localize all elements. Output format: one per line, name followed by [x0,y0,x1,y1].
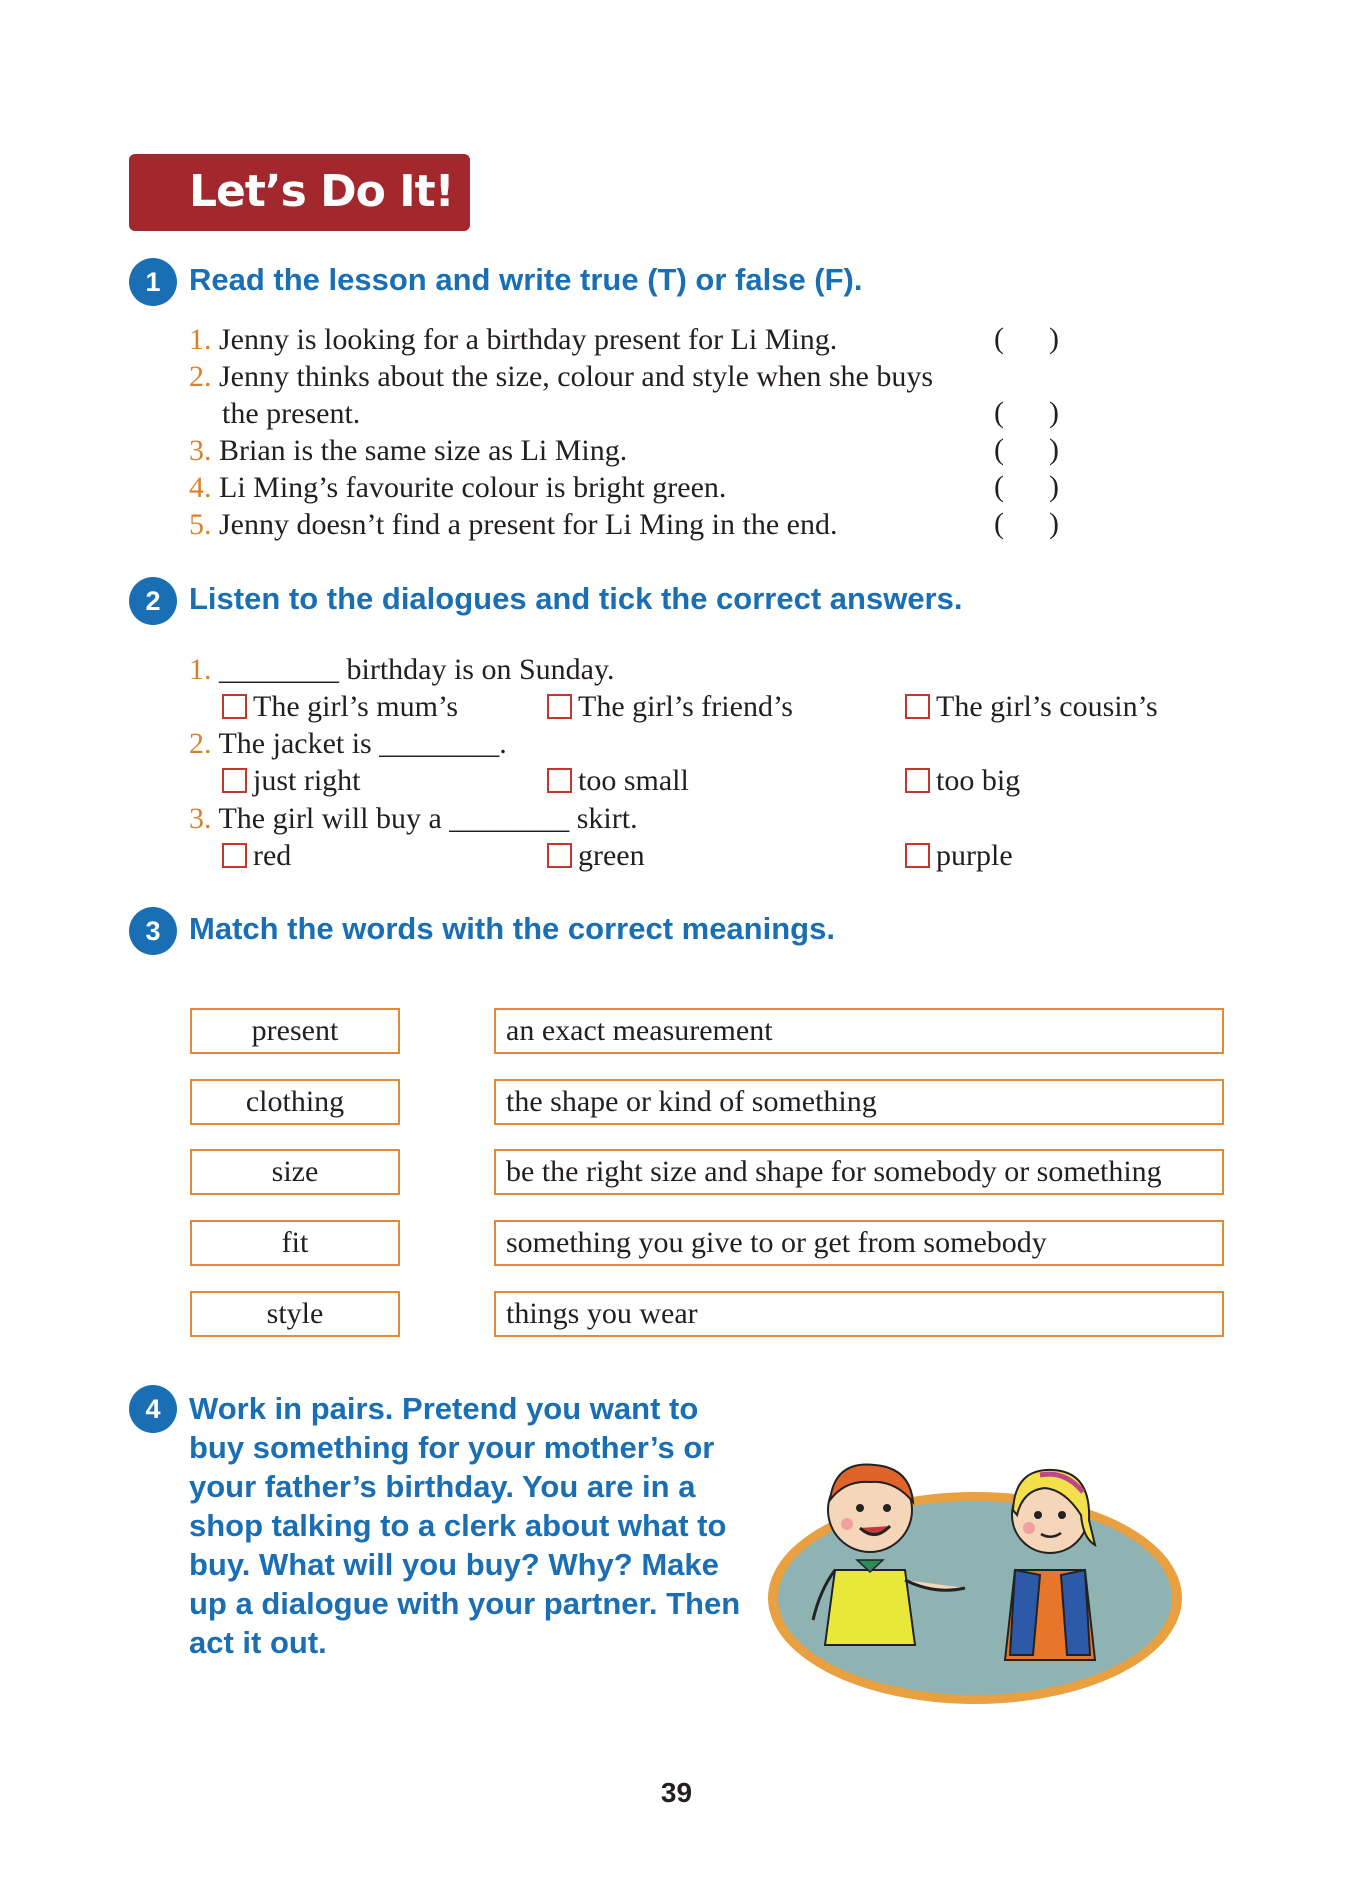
checkbox[interactable] [222,843,247,868]
checkbox[interactable] [222,768,247,793]
q1-option-c-label: The girl’s cousin’s [936,690,1158,723]
meaning-box-3[interactable]: be the right size and shape for somebody or something [494,1149,1224,1195]
word-box-1[interactable]: present [190,1008,400,1054]
tf-item-1-text: Jenny is looking for a birthday present for Li Ming. [219,323,838,356]
tf-item-5-text: Jenny doesn’t find a present for Li Ming in the end. [219,508,838,541]
word-box-2[interactable]: clothing [190,1079,400,1125]
meaning-box-5[interactable]: things you wear [494,1291,1224,1337]
tf-answer-3[interactable]: ( ) [994,433,1059,466]
tf-item-5-number: 5. [189,508,212,541]
meaning-box-2[interactable]: the shape or kind of something [494,1079,1224,1125]
tf-item-3 [189,433,627,469]
checkbox[interactable] [905,694,930,719]
section-4-instructions: Work in pairs. Pretend you want to buy something for your mother’s or your father’s birthday. You are in a shop talking to a clerk about what to buy. What will you buy? Why? Make up a dialogue with your partner. Then act it out. [189,1391,741,1660]
tf-answer-4[interactable]: ( ) [994,470,1059,503]
q1-option-c[interactable] [905,689,1158,725]
section-1-number: 1 [129,258,177,306]
tf-answer-5[interactable]: ( ) [994,507,1059,540]
tf-item-2-text: Jenny thinks about the size, colour and style when she buys [219,360,934,393]
tf-item-1-number: 1. [189,323,212,356]
q2-option-a-label: just right [253,764,361,797]
question-1 [189,652,615,688]
question-2-text: The jacket is ________. [218,727,507,760]
q1-option-a[interactable] [222,689,458,725]
tf-answer-2[interactable]: ( ) [994,396,1059,429]
meaning-box-1[interactable]: an exact measurement [494,1008,1224,1054]
kids-talking-illustration [765,1420,1185,1710]
question-3-text: The girl will buy a ________ skirt. [218,802,638,835]
section-2-number: 2 [129,577,177,625]
q2-option-c[interactable] [905,763,1020,799]
lets-do-it-banner [129,154,470,231]
question-2 [189,726,507,762]
tf-item-3-number: 3. [189,434,212,467]
tf-item-2-number: 2. [189,360,212,393]
q1-option-b-label: The girl’s friend’s [578,690,793,723]
checkbox[interactable] [547,768,572,793]
section-2-heading: Listen to the dialogues and tick the correct answers. [189,581,963,616]
meaning-box-4[interactable]: something you give to or get from somebody [494,1220,1224,1266]
question-3-number: 3. [189,802,212,835]
q3-option-c-label: purple [936,839,1013,872]
section-1-heading: Read the lesson and write true (T) or false (F). [189,262,863,297]
tf-item-4-number: 4. [189,471,212,504]
tf-item-4 [189,470,726,506]
q3-option-a[interactable] [222,838,291,874]
tf-answer-1[interactable]: ( ) [994,322,1059,355]
checkbox[interactable] [547,843,572,868]
word-box-3[interactable]: size [190,1149,400,1195]
q3-option-c[interactable] [905,838,1013,874]
question-1-text: ________ birthday is on Sunday. [219,653,615,686]
tf-item-2-continued: the present. [222,397,361,430]
q3-option-b-label: green [578,839,645,872]
q2-option-b[interactable] [547,763,689,799]
page-number: 39 [660,1777,693,1808]
question-2-number: 2. [189,727,212,760]
q2-option-a[interactable] [222,763,361,799]
banner-title: Let’s Do It! [189,166,454,217]
q3-option-b[interactable] [547,838,645,874]
checkbox[interactable] [547,694,572,719]
word-box-5[interactable]: style [190,1291,400,1337]
section-3-number: 3 [129,907,177,955]
question-3 [189,801,638,837]
tf-item-4-text: Li Ming’s favourite colour is bright green. [219,471,727,504]
q2-option-c-label: too big [936,764,1021,797]
question-1-number: 1. [189,653,212,686]
word-box-4[interactable]: fit [190,1220,400,1266]
tf-item-1 [189,322,837,358]
tf-item-3-text: Brian is the same size as Li Ming. [219,434,628,467]
q1-option-a-label: The girl’s mum’s [253,690,458,723]
checkbox[interactable] [222,694,247,719]
q1-option-b[interactable] [547,689,793,725]
tf-item-5 [189,507,838,543]
checkbox[interactable] [905,843,930,868]
q3-option-a-label: red [253,839,292,872]
tf-item-2 [189,359,933,395]
q2-option-b-label: too small [578,764,689,797]
section-4-number: 4 [129,1385,177,1433]
checkbox[interactable] [905,768,930,793]
section-3-heading: Match the words with the correct meanings. [189,911,835,946]
